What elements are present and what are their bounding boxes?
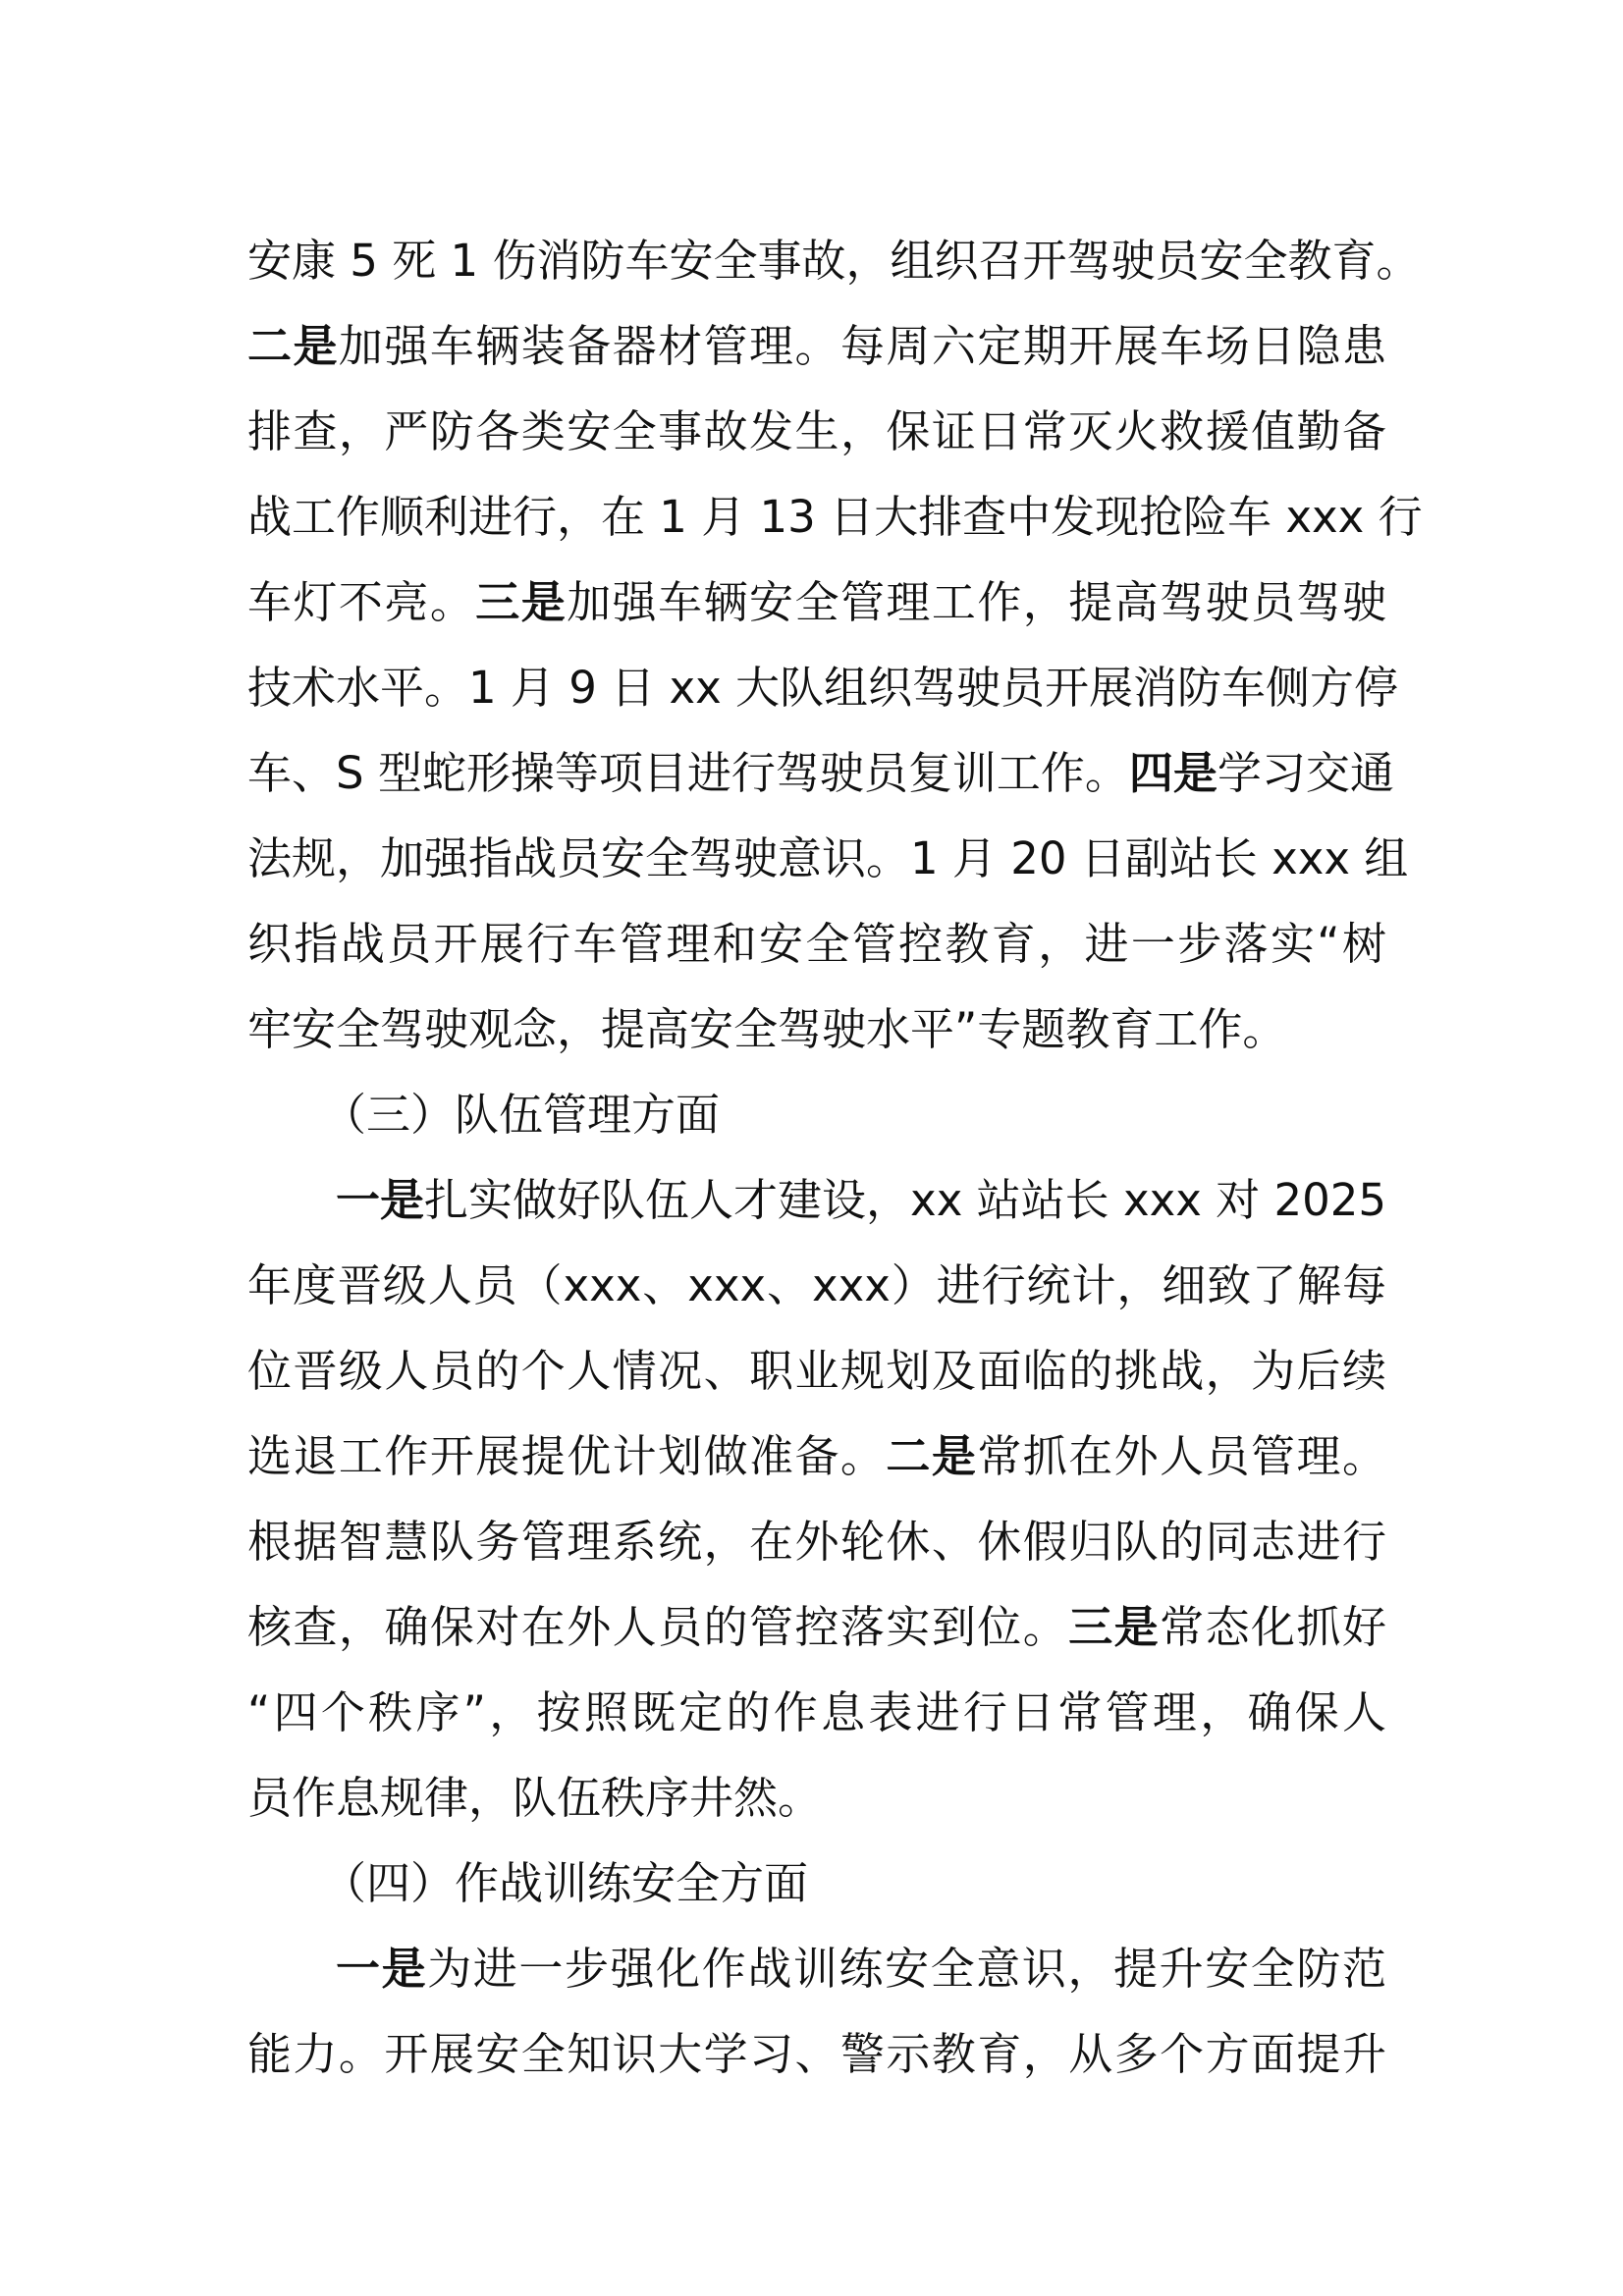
text-line <box>247 816 1409 901</box>
text-segment: 员作息规律，队伍秩序井然。 <box>247 1772 823 1824</box>
bold-lead-text: 三是 <box>1068 1601 1161 1653</box>
bold-lead-text: 一是 <box>336 1174 425 1226</box>
document-page <box>247 218 1423 2097</box>
text-segment: 能力。开展安全知识大学习、警示教育，从多个方面提升 <box>247 2028 1386 2080</box>
text-segment: （三）队伍管理方面 <box>322 1089 721 1141</box>
text-segment: 加强车辆装备器材管理。每周六定期开展车场日隐患 <box>338 320 1386 372</box>
text-line <box>247 303 1386 389</box>
text-line <box>247 1670 1386 1755</box>
text-segment: 位晋级人员的个人情况、职业规划及面临的挑战，为后续 <box>247 1345 1386 1397</box>
text-segment: 学习交通 <box>1217 747 1394 799</box>
text-segment: 选退工作开展提优计划做准备。 <box>247 1430 887 1482</box>
text-segment: 车灯不亮。 <box>247 576 476 628</box>
text-line <box>247 1499 1386 1584</box>
text-segment: 车、S 型蛇形操等项目进行驾驶员复训工作。 <box>247 747 1129 799</box>
text-segment: 织指战员开展行车管理和安全管控教育，进一步落实“树 <box>247 918 1386 970</box>
text-segment: “四个秩序”，按照既定的作息表进行日常管理，确保人 <box>247 1686 1386 1738</box>
text-line <box>247 2011 1386 2097</box>
text-segment: 加强车辆安全管理工作，提高驾驶员驾驶 <box>567 576 1386 628</box>
text-segment: 排查，严防各类安全事故发生，保证日常灭火救援值勤备 <box>247 405 1386 457</box>
text-segment: 根据智慧队务管理系统，在外轮休、休假归队的同志进行 <box>247 1516 1386 1568</box>
text-segment: 常态化抓好 <box>1160 1601 1386 1653</box>
text-segment: 安康 5 死 1 伤消防车安全事故，组织召开驾驶员安全教育。 <box>247 235 1421 287</box>
text-line <box>247 1584 1386 1670</box>
text-segment: 为进一步强化作战训练安全意识，提升安全防范 <box>427 1943 1386 1995</box>
text-line <box>247 1157 1386 1243</box>
text-line <box>247 560 1386 645</box>
text-line <box>247 1926 1386 2011</box>
text-line <box>247 1414 1386 1499</box>
section-heading <box>247 1072 1386 1157</box>
text-line <box>247 645 1399 730</box>
bold-lead-text: 二是 <box>247 320 339 372</box>
text-line <box>247 389 1386 474</box>
text-line <box>247 730 1394 816</box>
text-line <box>247 901 1386 987</box>
text-line <box>247 1243 1386 1328</box>
section-heading <box>247 1841 1386 1926</box>
text-segment: 常抓在外人员管理。 <box>977 1430 1386 1482</box>
bold-lead-text: 三是 <box>475 576 568 628</box>
text-line <box>247 474 1423 560</box>
text-segment: （四）作战训练安全方面 <box>322 1857 809 1909</box>
text-segment: 技术水平。1 月 9 日 xx 大队组织驾驶员开展消防车侧方停 <box>247 662 1399 714</box>
bold-lead-text: 一是 <box>336 1943 428 1995</box>
text-line <box>247 218 1421 303</box>
text-segment: 法规，加强指战员安全驾驶意识。1 月 20 日副站长 xxx 组 <box>247 832 1409 884</box>
bold-lead-text: 四是 <box>1128 747 1217 799</box>
text-line <box>247 1328 1386 1414</box>
text-segment: 年度晋级人员（xxx、xxx、xxx）进行统计，细致了解每 <box>247 1259 1386 1311</box>
text-segment: 战工作顺利进行，在 1 月 13 日大排查中发现抢险车 xxx 行 <box>247 491 1423 543</box>
text-segment: 核查，确保对在外人员的管控落实到位。 <box>247 1601 1069 1653</box>
text-line <box>247 1755 1386 1841</box>
text-segment: 牢安全驾驶观念，提高安全驾驶水平”专题教育工作。 <box>247 1003 1287 1055</box>
text-segment: 扎实做好队伍人才建设，xx 站站长 xxx 对 2025 <box>424 1174 1386 1226</box>
text-line <box>247 987 1386 1072</box>
bold-lead-text: 二是 <box>886 1430 978 1482</box>
